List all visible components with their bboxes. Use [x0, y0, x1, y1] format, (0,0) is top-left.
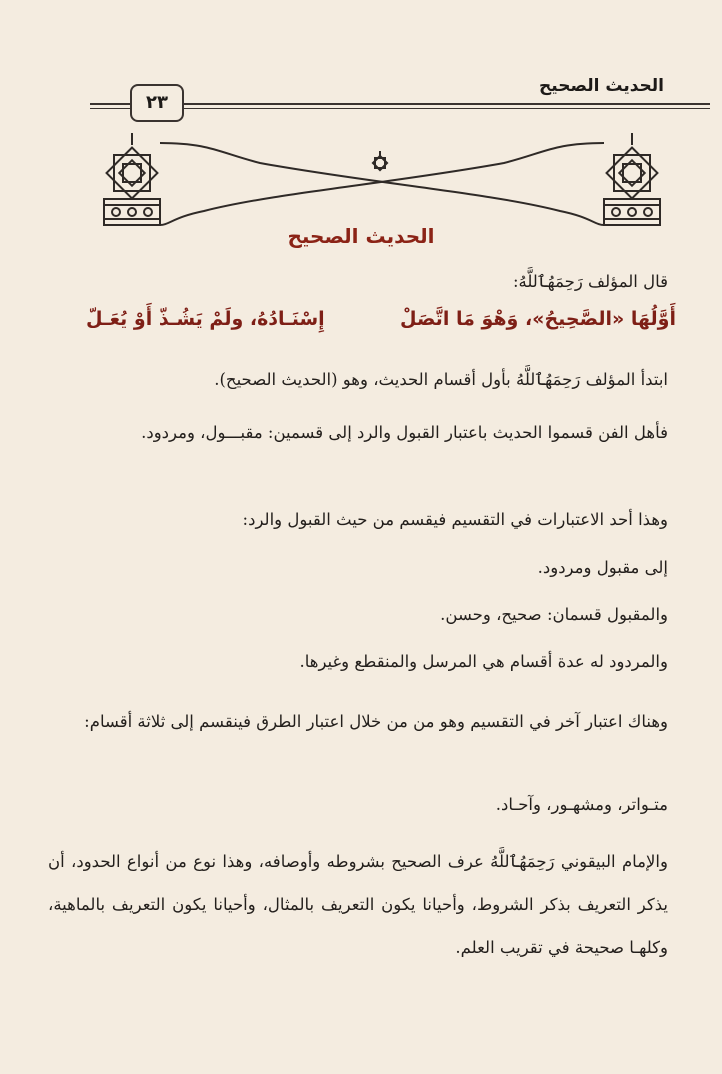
verse-first-hemistich: أَوَّلُهَا «الصَّحِيحُ»، وَهْوَ مَا اتَّصَلْ [400, 308, 676, 330]
paragraph: والمقبول قسمان: صحيح، وحسن. [440, 605, 668, 624]
paragraph: إلى مقبول ومردود. [537, 558, 668, 577]
poem-verse [86, 308, 676, 338]
paragraph: والإمام البيقوني رَحِمَهُٱللَّهُ عرف الصحيح بشروطه وأوصافه، وهذا نوع من أنواع الحدود، أن يذكر التعريف بذكر الشروط، وأحيانا يكون التعريف بالمثال، وأحيانا يكون التعريف بالماهية، وكلهـا صحيحة في تقريب العلم. [48, 852, 668, 957]
paragraph: وهناك اعتبار آخر في التقسيم وهو من من خلال اعتبار الطرق فينقسم إلى ثلاثة أقسام: [84, 712, 668, 731]
chapter-ornament [90, 125, 690, 237]
running-title: الحديث الصحيح [539, 76, 664, 96]
paragraph: والمردود له عدة أقسام هي المرسل والمنقطع وغيرها. [299, 652, 668, 671]
page-number: ٢٣ [130, 84, 184, 122]
chapter-title: الحديث الصحيح [287, 224, 435, 248]
paragraph: وهذا أحد الاعتبارات في التقسيم فيقسم من حيث القبول والرد: [242, 510, 668, 529]
verse-second-hemistich: إِسْنَـادُهُ، ولَمْ يَشُـذّ أَوْ يُعَـلّ [86, 308, 325, 330]
paragraph: متـواتر، ومشهـور، وآحـاد. [495, 795, 668, 814]
author-intro: قال المؤلف رَحِمَهُٱللَّهُ: [512, 272, 668, 291]
paragraph: فأهل الفن قسموا الحديث باعتبار القبول والرد إلى قسمين: مقبـــول، ومردود. [141, 423, 668, 442]
paragraph: ابتدأ المؤلف رَحِمَهُٱللَّهُ بأول أقسام الحديث، وهو (الحديث الصحيح). [214, 370, 668, 389]
